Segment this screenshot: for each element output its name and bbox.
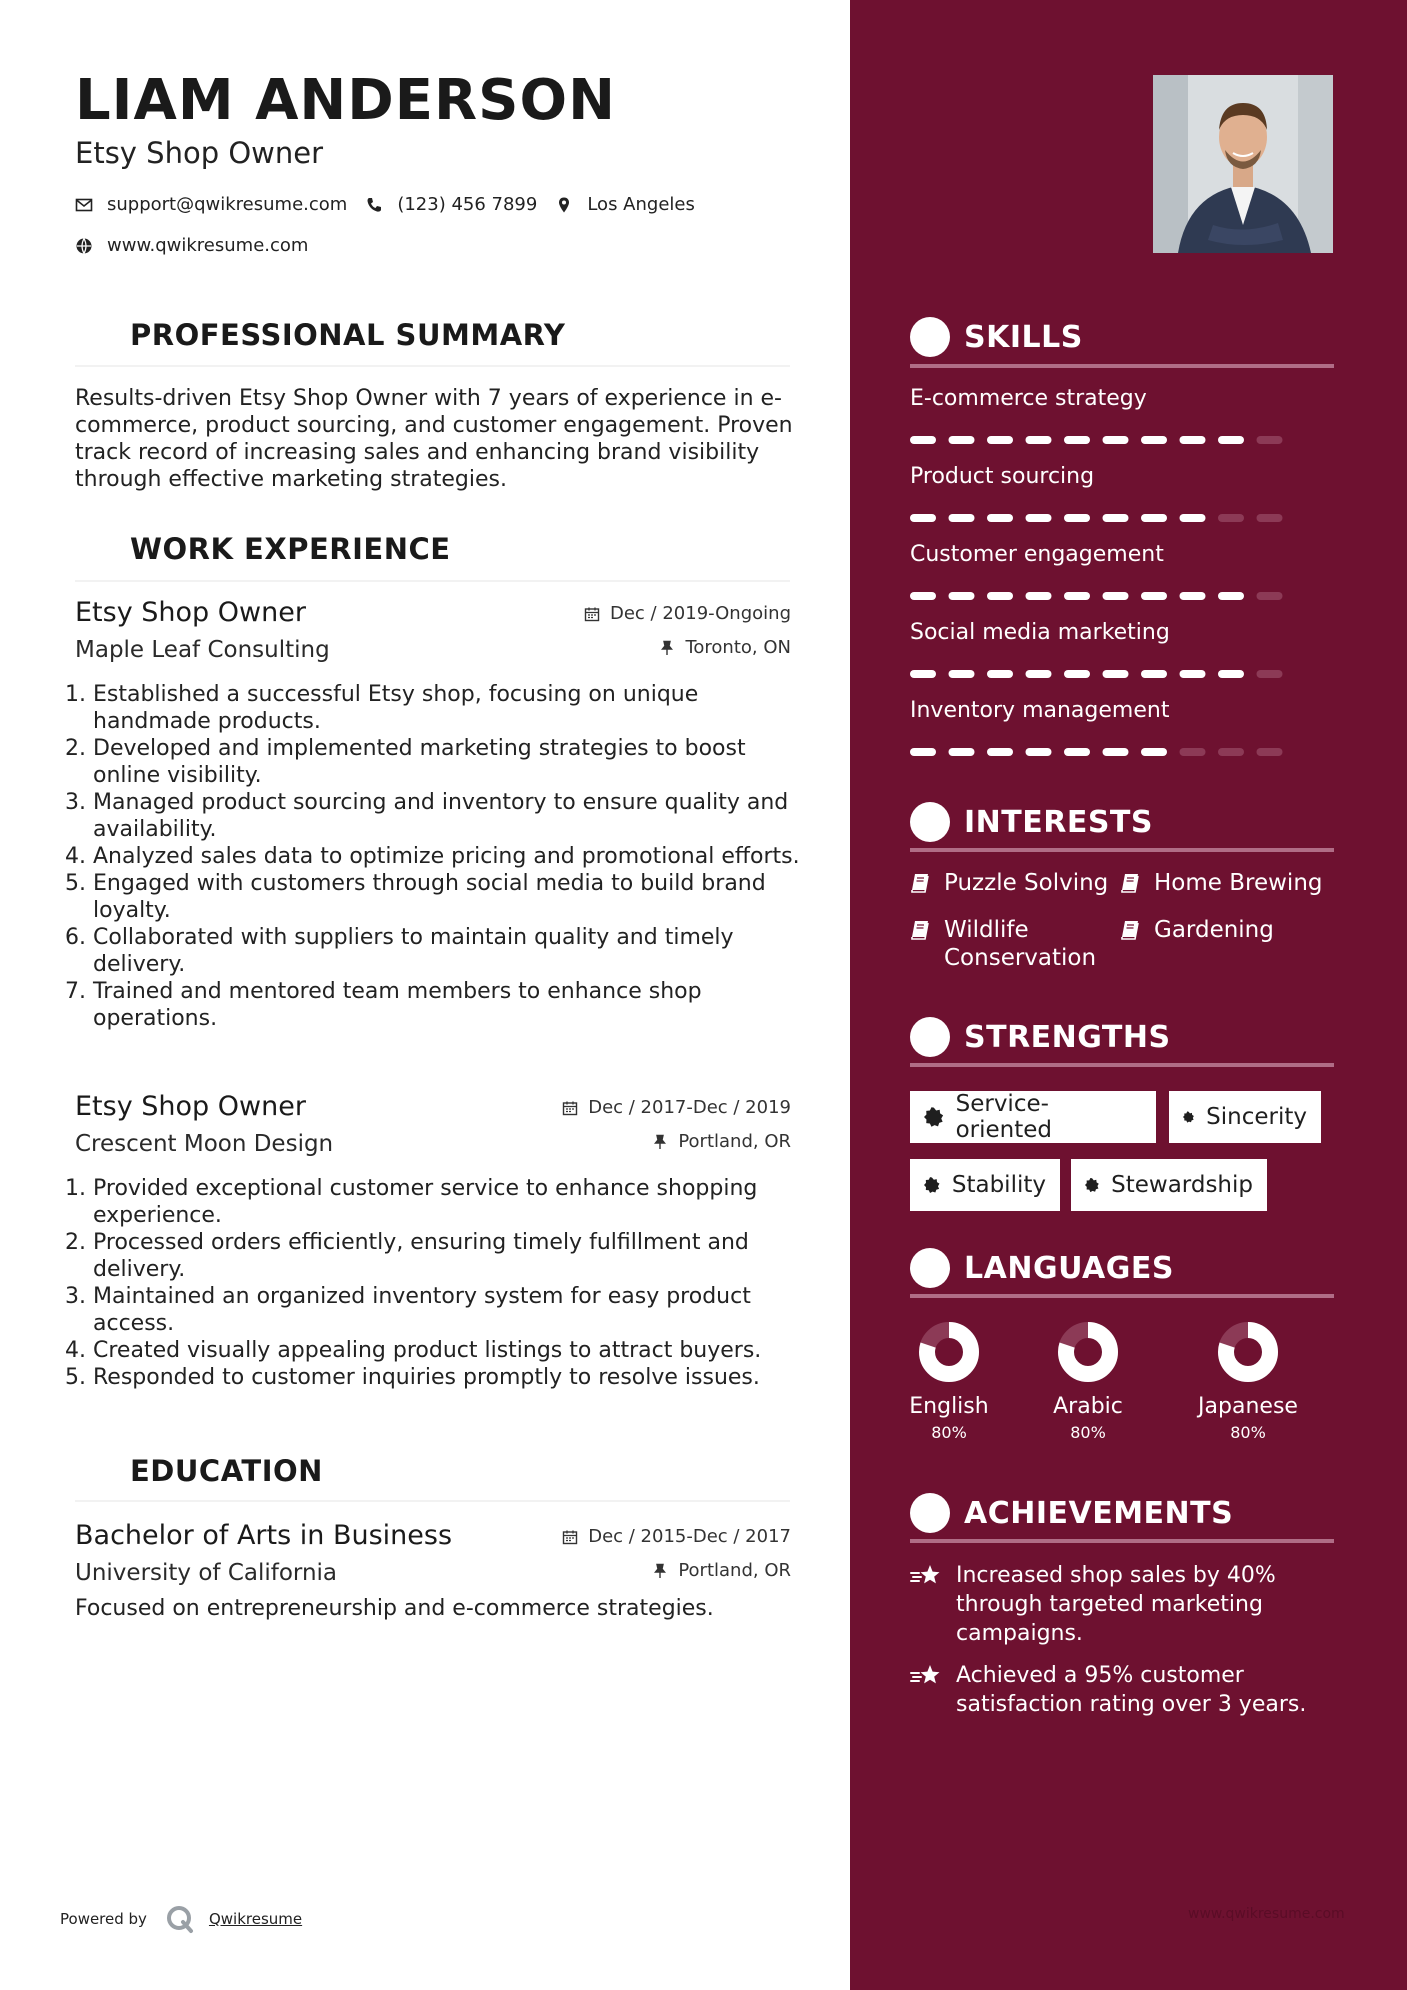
interest-label: Gardening: [1154, 917, 1274, 943]
map-pin-icon: [555, 196, 573, 214]
contact-location: Los Angeles: [587, 194, 695, 215]
strength-badge: [1071, 1159, 1267, 1211]
skill-dash-filled: [1218, 436, 1244, 444]
skill-dash-filled: [1103, 514, 1129, 522]
strength-label: Stewardship: [1111, 1172, 1253, 1198]
skill-dash-filled: [1103, 670, 1129, 678]
interests-header: [910, 802, 1153, 842]
calendar-icon: [584, 606, 600, 622]
job-date-text: Dec / 2019-Ongoing: [610, 603, 791, 624]
skill-dash-empty: [1257, 514, 1283, 522]
language-donut: [917, 1320, 981, 1384]
pushpin-icon: [652, 1134, 668, 1150]
skill-dash-filled: [1026, 436, 1052, 444]
qwikresume-logo-icon: [165, 1904, 195, 1934]
skill-dash-empty: [1257, 592, 1283, 600]
strength-label: Stability: [951, 1172, 1046, 1198]
job-duty-item: 7. Trained and mentored team members to enhance shop operations.: [93, 978, 813, 1032]
contact-phone[interactable]: (123) 456 7899: [397, 194, 538, 215]
skill-dash-filled: [1064, 748, 1090, 756]
skill-name: Inventory management: [910, 698, 1170, 723]
section-bullet-icon: [910, 1248, 950, 1288]
achievements-divider: [910, 1539, 1334, 1543]
job-duties: [65, 1175, 813, 1391]
skill-dash-filled: [987, 592, 1013, 600]
skill-dash-filled: [1141, 592, 1167, 600]
skill-name: Product sourcing: [910, 464, 1095, 489]
skill-level-bar: [910, 436, 1290, 444]
language-percent: 80%: [1070, 1423, 1106, 1442]
strength-badge: [1169, 1091, 1321, 1143]
languages-divider: [910, 1294, 1334, 1298]
skill-dash-filled: [1141, 670, 1167, 678]
languages-heading: LANGUAGES: [964, 1250, 1174, 1286]
strength-label: Sincerity: [1206, 1104, 1307, 1130]
job-location: [659, 637, 791, 658]
badge-icon: [924, 1107, 944, 1127]
skill-name: Customer engagement: [910, 542, 1164, 567]
skill-dash-filled: [949, 670, 975, 678]
achievements-header: [910, 1493, 1233, 1533]
language-percent: 80%: [931, 1423, 967, 1442]
education-description: Focused on entrepreneurship and e-commerce strategies.: [75, 1596, 714, 1621]
calendar-icon: [562, 1100, 578, 1116]
skill-dash-filled: [1218, 670, 1244, 678]
skill-dash-empty: [1218, 748, 1244, 756]
job-date: [584, 603, 791, 624]
skill-dash-filled: [1218, 592, 1244, 600]
language-donut: [1216, 1320, 1280, 1384]
book-icon: [1120, 872, 1140, 894]
summary-heading: PROFESSIONAL SUMMARY: [130, 318, 566, 352]
skill-dash-filled: [987, 436, 1013, 444]
person-photo-icon: [1153, 75, 1333, 253]
job-title: Etsy Shop Owner: [75, 597, 306, 628]
website-row: [75, 235, 326, 256]
job-location-text: Portland, OR: [678, 1131, 791, 1152]
skills-heading: SKILLS: [964, 319, 1083, 355]
skill-dash-filled: [910, 670, 936, 678]
section-bullet-icon: [910, 1017, 950, 1057]
badge-icon: [1183, 1107, 1194, 1127]
contact-email[interactable]: support@qwikresume.com: [107, 194, 348, 215]
candidate-name: LIAM ANDERSON: [75, 68, 616, 133]
section-bullet-icon: [910, 1493, 950, 1533]
skill-dash-filled: [987, 670, 1013, 678]
skill-dash-filled: [910, 436, 936, 444]
job-duty-item: 1. Provided exceptional customer service to enhance shopping experience.: [93, 1175, 813, 1229]
skill-dash-filled: [1103, 436, 1129, 444]
interest-item: [910, 916, 1095, 972]
strengths-header: [910, 1017, 1171, 1057]
job-duty-item: 4. Analyzed sales data to optimize pricing and promotional efforts.: [93, 843, 813, 870]
skill-name: Social media marketing: [910, 620, 1170, 645]
job-location: [652, 1131, 791, 1152]
job-duty-item: 5. Responded to customer inquiries promptly to resolve issues.: [93, 1364, 813, 1391]
skill-level-bar: [910, 670, 1290, 678]
strength-badge: [910, 1159, 1060, 1211]
interest-label: Puzzle Solving: [944, 870, 1109, 896]
skill-dash-filled: [1141, 436, 1167, 444]
pushpin-icon: [652, 1563, 668, 1579]
contact-website[interactable]: www.qwikresume.com: [107, 235, 309, 256]
skill-dash-filled: [1026, 514, 1052, 522]
contact-row: [75, 194, 713, 215]
job-location-text: Toronto, ON: [685, 637, 791, 658]
job-duty-item: 3. Maintained an organized inventory system for easy product access.: [93, 1283, 813, 1337]
skills-header: [910, 317, 1083, 357]
section-bullet-icon: [910, 802, 950, 842]
language-item: [1028, 1320, 1148, 1442]
pushpin-icon: [659, 640, 675, 656]
interest-item: [1120, 916, 1274, 944]
skill-dash-filled: [987, 514, 1013, 522]
education-divider: [75, 1500, 790, 1502]
skill-dash-filled: [1026, 670, 1052, 678]
skill-dash-filled: [1103, 592, 1129, 600]
job-duty-item: 5. Engaged with customers through social media to build brand loyalty.: [93, 870, 813, 924]
language-name: English: [909, 1394, 989, 1419]
calendar-icon: [562, 1529, 578, 1545]
skill-dash-filled: [910, 748, 936, 756]
skill-dash-filled: [949, 592, 975, 600]
job-date-text: Dec / 2017-Dec / 2019: [588, 1097, 791, 1118]
interests-heading: INTERESTS: [964, 804, 1153, 840]
achievement-item: [910, 1661, 1330, 1719]
skill-level-bar: [910, 514, 1290, 522]
skills-divider: [910, 364, 1334, 368]
envelope-icon: [75, 196, 93, 214]
interests-divider: [910, 848, 1334, 852]
shooting-star-icon: [910, 1563, 942, 1589]
job-company: Maple Leaf Consulting: [75, 637, 330, 663]
book-icon: [1120, 919, 1140, 941]
job-duty-item: 2. Processed orders efficiently, ensuring timely fulfillment and delivery.: [93, 1229, 813, 1283]
skill-dash-filled: [987, 748, 1013, 756]
achievement-item: [910, 1561, 1330, 1648]
job-date: [562, 1097, 791, 1118]
job-duty-item: 6. Collaborated with suppliers to maintain quality and timely delivery.: [93, 924, 813, 978]
experience-heading: WORK EXPERIENCE: [130, 532, 451, 566]
powered-by: [60, 1904, 302, 1934]
skill-dash-filled: [1026, 592, 1052, 600]
skill-dash-filled: [949, 748, 975, 756]
profile-photo: [1153, 75, 1333, 253]
strength-badge: [910, 1091, 1156, 1143]
languages-header: [910, 1248, 1174, 1288]
job-duty-item: 2. Developed and implemented marketing strategies to boost online visibility.: [93, 735, 813, 789]
language-name: Japanese: [1198, 1394, 1298, 1419]
phone-icon: [365, 196, 383, 214]
job-duties: [65, 681, 813, 1032]
job-duty-item: 3. Managed product sourcing and inventory to ensure quality and availability.: [93, 789, 813, 843]
skill-dash-filled: [1180, 436, 1206, 444]
skill-dash-filled: [1064, 514, 1090, 522]
job-duty-item: 4. Created visually appealing product listings to attract buyers.: [93, 1337, 813, 1364]
skill-dash-filled: [1180, 670, 1206, 678]
skill-dash-empty: [1218, 514, 1244, 522]
skill-dash-filled: [949, 514, 975, 522]
skill-dash-filled: [1180, 514, 1206, 522]
skill-dash-empty: [1257, 436, 1283, 444]
brand-link[interactable]: Qwikresume: [208, 1910, 303, 1928]
interest-item: [910, 869, 1108, 897]
globe-icon: [75, 237, 93, 255]
achievement-text: Increased shop sales by 40% through targeted marketing campaigns.: [956, 1563, 1276, 1646]
interest-item: [1120, 869, 1323, 897]
job-company: Crescent Moon Design: [75, 1131, 334, 1157]
candidate-title: Etsy Shop Owner: [75, 136, 324, 170]
skill-dash-filled: [910, 514, 936, 522]
summary-divider: [75, 365, 790, 367]
skill-dash-filled: [1064, 592, 1090, 600]
skill-dash-empty: [1257, 748, 1283, 756]
book-icon: [910, 872, 930, 894]
badge-icon: [1085, 1175, 1099, 1195]
language-donut: [1056, 1320, 1120, 1384]
education-date: [562, 1526, 791, 1547]
language-percent: 80%: [1230, 1423, 1266, 1442]
interest-label: Wildlife Conservation: [944, 917, 1097, 971]
education-school: University of California: [75, 1560, 338, 1586]
footer-website[interactable]: www.qwikresume.com: [1188, 1906, 1345, 1922]
skill-dash-filled: [910, 592, 936, 600]
education-date-text: Dec / 2015-Dec / 2017: [588, 1526, 791, 1547]
interest-label: Home Brewing: [1154, 870, 1323, 896]
skill-dash-filled: [949, 436, 975, 444]
achievements-heading: ACHIEVEMENTS: [964, 1495, 1234, 1531]
skill-dash-filled: [1180, 592, 1206, 600]
book-icon: [910, 919, 930, 941]
skill-name: E-commerce strategy: [910, 386, 1147, 411]
strengths-divider: [910, 1063, 1334, 1067]
section-bullet-icon: [910, 317, 950, 357]
skill-dash-filled: [1141, 748, 1167, 756]
skill-dash-filled: [1026, 748, 1052, 756]
education-heading: EDUCATION: [130, 1454, 323, 1488]
skill-dash-filled: [1141, 514, 1167, 522]
strength-label: Service-oriented: [955, 1091, 1053, 1143]
skill-dash-filled: [1103, 748, 1129, 756]
skill-level-bar: [910, 592, 1290, 600]
experience-divider: [75, 580, 790, 582]
language-name: Arabic: [1053, 1394, 1123, 1419]
skill-dash-empty: [1180, 748, 1206, 756]
strengths-heading: STRENGTHS: [964, 1019, 1171, 1055]
skill-dash-filled: [1064, 436, 1090, 444]
education-location: [652, 1560, 791, 1581]
education-location-text: Portland, OR: [678, 1560, 791, 1581]
language-item: [1188, 1320, 1308, 1442]
summary-text: Results-driven Etsy Shop Owner with 7 years of experience in e-commerce, product sourcing, and customer engagement. Proven track record of increasing sales and enhancing brand visibility through effective marketing strategies.: [75, 386, 793, 492]
education-degree: Bachelor of Arts in Business: [75, 1520, 453, 1551]
language-item: [889, 1320, 1009, 1442]
powered-by-label: Powered by: [60, 1910, 147, 1928]
skill-dash-empty: [1257, 670, 1283, 678]
shooting-star-icon: [910, 1663, 942, 1689]
skill-dash-filled: [1064, 670, 1090, 678]
badge-icon: [924, 1175, 940, 1195]
skill-level-bar: [910, 748, 1290, 756]
job-duty-item: 1. Established a successful Etsy shop, focusing on unique handmade products.: [93, 681, 813, 735]
achievement-text: Achieved a 95% customer satisfaction rating over 3 years.: [956, 1663, 1307, 1717]
job-title: Etsy Shop Owner: [75, 1091, 306, 1122]
